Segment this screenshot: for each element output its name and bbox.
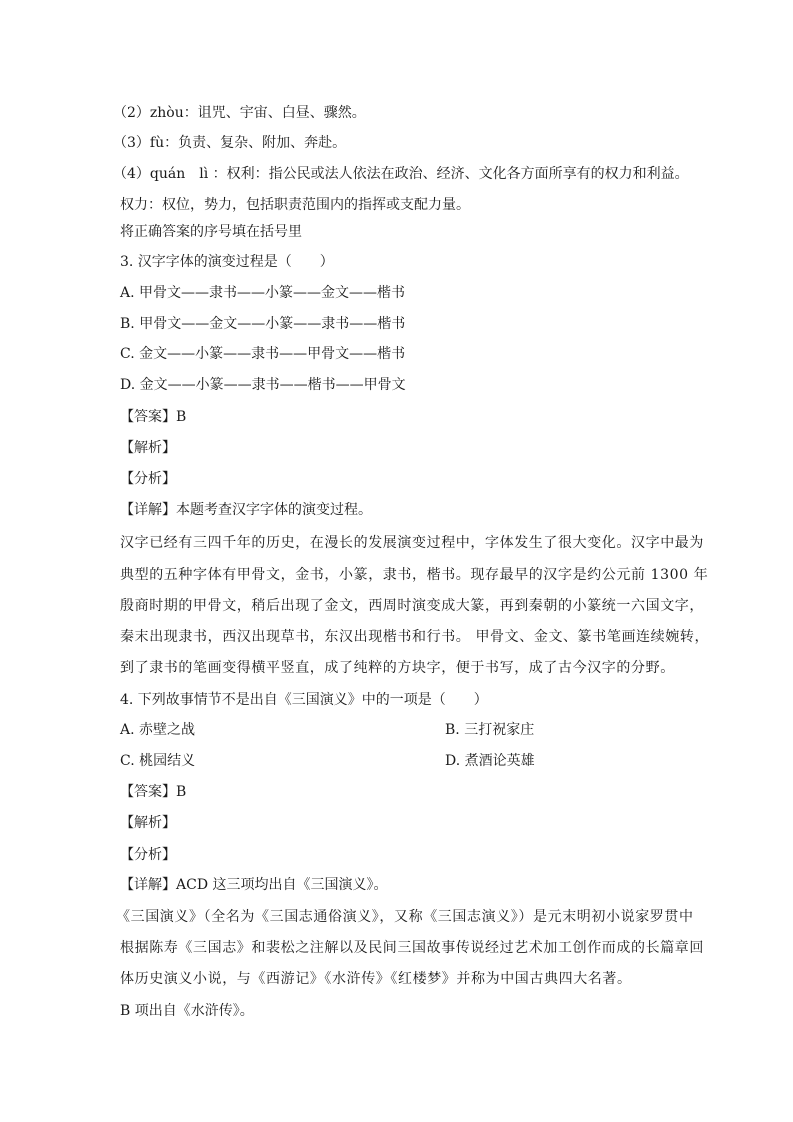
q4-option-c: C. 桃园结义 [120, 753, 196, 769]
q3-para-line: 殷商时期的甲骨文，稍后出现了金文，西周时演变成大篆，再到秦朝的小篆统一六国文字， [120, 598, 704, 614]
pinyin-item-2: （2）zhòu：诅咒、宇宙、白昼、骤然。 [113, 105, 366, 121]
q4-para-line: 根据陈寿《三国志》和裴松之注解以及民间三国故事传说经过艺术加工创作而成的长篇章回 [120, 940, 704, 956]
q4-option-a: A. 赤壁之战 [120, 722, 196, 738]
q4-option-b: B. 三打祝家庄 [445, 722, 535, 738]
q3-para-line: 典型的五种字体有甲骨文，金书，小篆，隶书，楷书。现存最早的汉字是约公元前 1300 年 [120, 567, 709, 583]
q4-detail: 【详解】ACD 这三项均出自《三国演义》。 [120, 877, 388, 893]
q4-para-line: 《三国演义》（全名为《三国志通俗演义》，又称《三国志演义》）是元末明初小说家罗贯中 [116, 909, 694, 925]
pinyin-item-3: （3）fù：负责、复杂、附加、奔赴。 [113, 135, 347, 151]
instruction: 将正确答案的序号填在括号里 [120, 224, 302, 240]
definition-line: 权力：权位，势力，包括职责范围内的指挥或支配力量。 [120, 197, 470, 213]
q3-option-a: A. 甲骨文——隶书——小篆——金文——楷书 [120, 285, 406, 301]
q3-detail: 【详解】本题考查汉字字体的演变过程。 [120, 502, 372, 518]
q4-answer: 【答案】B [120, 784, 187, 800]
q4-fenxi-label: 【分析】 [120, 847, 176, 863]
pinyin-item-4: （4）quán lì ：权利：指公民或法人依法在政治、经济、文化各方面所享有的权力和利益。 [113, 166, 689, 182]
q3-answer: 【答案】B [120, 409, 187, 425]
q3-option-b: B. 甲骨文——金文——小篆——隶书——楷书 [120, 316, 406, 332]
q4-last-line: B 项出自《水浒传》。 [120, 1003, 254, 1019]
q3-para-line: 到了隶书的笔画变得横平竖直，成了纯粹的方块字，便于书写，成了古今汉字的分野。 [120, 660, 675, 676]
q4-option-d: D. 煮酒论英雄 [445, 753, 535, 769]
q4-analysis-label: 【解析】 [120, 815, 176, 831]
q3-fenxi-label: 【分析】 [120, 471, 176, 487]
q3-option-c: C. 金文——小篆——隶书——甲骨文——楷书 [120, 346, 406, 362]
q4-para-line: 体历史演义小说，与《西游记》《水浒传》《红楼梦》并称为中国古典四大名著。 [120, 971, 632, 987]
question-4-stem: 4. 下列故事情节不是出自《三国演义》中的一项是（ ） [120, 692, 488, 708]
q3-para-line: 汉字已经有三四千年的历史，在漫长的发展演变过程中，字体发生了很大变化。汉字中最为 [120, 535, 704, 551]
q3-para-line: 秦末出现隶书，西汉出现草书，东汉出现楷书和行书。 甲骨文、金文、篆书笔画连续婉转， [120, 629, 710, 645]
question-3-stem: 3. 汉字字体的演变过程是（ ） [120, 254, 334, 270]
q3-analysis-label: 【解析】 [120, 440, 176, 456]
q3-option-d: D. 金文——小篆——隶书——楷书——甲骨文 [120, 377, 406, 393]
